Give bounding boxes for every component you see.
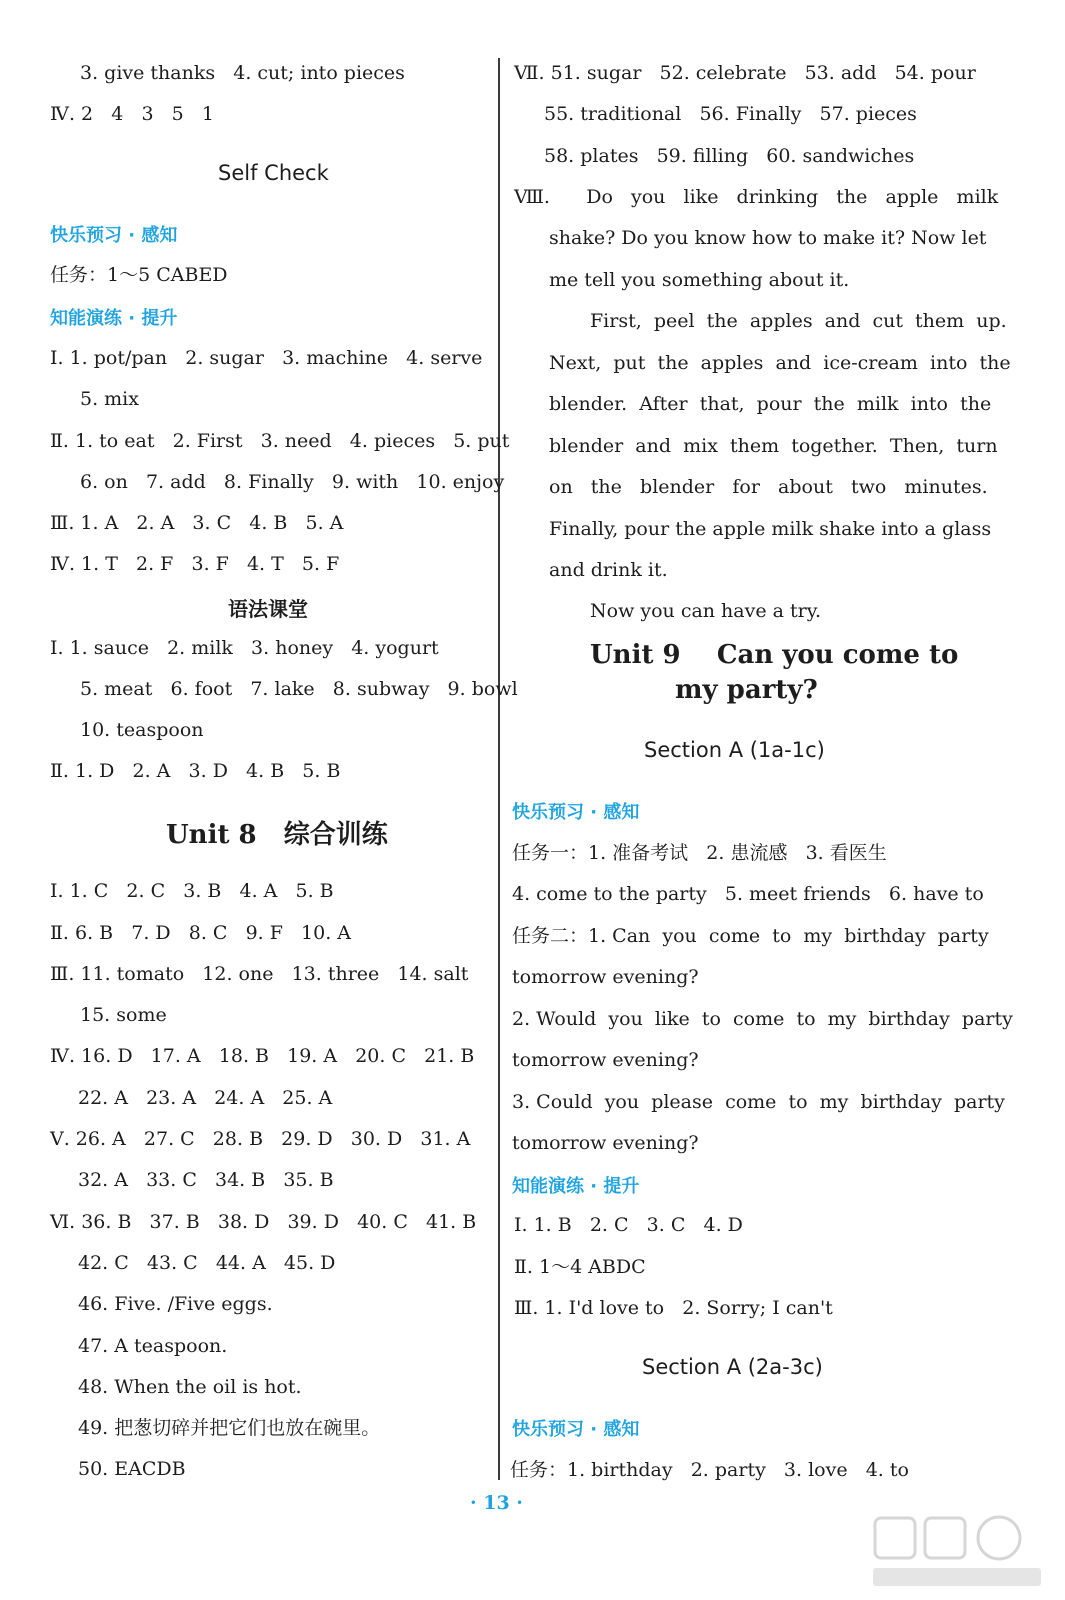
section-title: 语法课堂 xyxy=(228,597,308,621)
answer-line: Ⅱ. 6. B 7. D 8. C 9. F 10. A xyxy=(50,922,352,944)
answer-line: Ⅳ. 16. D 17. A 18. B 19. A 20. C 21. B xyxy=(50,1045,475,1067)
section-title: Section A (2a-3c) xyxy=(642,1355,823,1379)
unit-title: my party? xyxy=(675,675,818,705)
answer-line: Ⅳ. 1. T 2. F 3. F 4. T 5. F xyxy=(50,553,340,575)
answer-line: 46. Five. /Five eggs. xyxy=(78,1293,273,1315)
passage-line: blender and mix them together. Then, turn xyxy=(549,435,998,457)
answer-line: Ⅶ. 51. sugar 52. celebrate 53. add 54. pour xyxy=(514,62,976,84)
passage-line: Next, put the apples and ice-cream into the xyxy=(549,352,1011,374)
answer-line: 50. EACDB xyxy=(78,1458,186,1480)
answer-line: 10. teaspoon xyxy=(80,719,204,741)
answer-line: 任务：1. birthday 2. party 3. love 4. to xyxy=(510,1459,909,1481)
answer-line: 5. mix xyxy=(80,388,139,410)
answer-line: Ⅲ. 1. I'd love to 2. Sorry; I can't xyxy=(514,1297,833,1319)
passage-line: and drink it. xyxy=(549,559,668,581)
page-number: · 13 · xyxy=(470,1492,523,1514)
answer-line: tomorrow evening? xyxy=(512,1132,699,1154)
answer-line: Ⅲ. 1. A 2. A 3. C 4. B 5. A xyxy=(50,512,344,534)
answer-line: 32. A 33. C 34. B 35. B xyxy=(78,1169,334,1191)
answer-line: 任务：1～5 CABED xyxy=(50,264,228,286)
preview-heading: 快乐预习 · 感知 xyxy=(512,802,640,823)
answer-line: 47. A teaspoon. xyxy=(78,1335,228,1357)
passage-line: Ⅷ. Do you like drinking the apple milk xyxy=(514,186,999,208)
answer-line: Ⅰ. 1. B 2. C 3. C 4. D xyxy=(514,1214,743,1236)
section-title: Section A (1a-1c) xyxy=(644,738,825,762)
practice-heading: 知能演练 · 提升 xyxy=(50,308,178,329)
answer-line: tomorrow evening? xyxy=(512,1049,699,1071)
passage-line: First, peel the apples and cut them up. xyxy=(590,310,1007,332)
answer-line: tomorrow evening? xyxy=(512,966,699,988)
answer-line: 6. on 7. add 8. Finally 9. with 10. enjoy xyxy=(80,471,505,493)
passage-line: Now you can have a try. xyxy=(590,600,821,622)
answer-line: 22. A 23. A 24. A 25. A xyxy=(78,1087,333,1109)
answer-line: Ⅴ. 26. A 27. C 28. B 29. D 30. D 31. A xyxy=(50,1128,471,1150)
answer-line: 3. Could you please come to my birthday party xyxy=(512,1091,1005,1113)
answer-line: 任务二：1. Can you come to my birthday party xyxy=(512,925,989,947)
passage-line: shake? Do you know how to make it? Now let xyxy=(549,227,987,249)
watermark-logo xyxy=(867,1512,1047,1592)
answer-line: 42. C 43. C 44. A 45. D xyxy=(78,1252,336,1274)
answer-line: Ⅵ. 36. B 37. B 38. D 39. D 40. C 41. B xyxy=(50,1211,477,1233)
answer-line: Ⅱ. 1. to eat 2. First 3. need 4. pieces 5. put xyxy=(50,430,510,452)
answer-line: Ⅰ. 1. C 2. C 3. B 4. A 5. B xyxy=(50,880,334,902)
answer-line: 55. traditional 56. Finally 57. pieces xyxy=(544,103,917,125)
answer-line: Ⅰ. 1. sauce 2. milk 3. honey 4. yogurt xyxy=(50,637,439,659)
answer-line: Ⅰ. 1. pot/pan 2. sugar 3. machine 4. serve xyxy=(50,347,483,369)
answer-line: 48. When the oil is hot. xyxy=(78,1376,302,1398)
answer-line: Ⅳ. 2 4 3 5 1 xyxy=(50,103,214,125)
answer-line: 任务一：1. 准备考试 2. 患流感 3. 看医生 xyxy=(512,842,887,864)
answer-line: 2. Would you like to come to my birthday party xyxy=(512,1008,1013,1030)
answer-line: 49. 把葱切碎并把它们也放在碗里。 xyxy=(78,1417,381,1439)
passage-line: Finally, pour the apple milk shake into a glass xyxy=(549,518,992,540)
passage-line: blender. After that, pour the milk into the xyxy=(549,393,992,415)
preview-heading: 快乐预习 · 感知 xyxy=(512,1419,640,1440)
answer-line: 15. some xyxy=(80,1004,167,1026)
practice-heading: 知能演练 · 提升 xyxy=(512,1176,640,1197)
answer-line: Ⅱ. 1～4 ABDC xyxy=(514,1256,646,1278)
answer-line: Ⅱ. 1. D 2. A 3. D 4. B 5. B xyxy=(50,760,341,782)
section-title: Self Check xyxy=(218,161,329,185)
passage-line: on the blender for about two minutes. xyxy=(549,476,988,498)
answer-line: Ⅲ. 11. tomato 12. one 13. three 14. salt xyxy=(50,963,469,985)
preview-heading: 快乐预习 · 感知 xyxy=(50,225,178,246)
answer-line: 58. plates 59. filling 60. sandwiches xyxy=(544,145,915,167)
unit-title: Unit 9 Can you come to xyxy=(590,640,959,670)
answer-line: 3. give thanks 4. cut; into pieces xyxy=(80,62,405,84)
passage-line: me tell you something about it. xyxy=(549,269,850,291)
column-divider xyxy=(498,58,500,1480)
answer-line: 4. come to the party 5. meet friends 6. have to xyxy=(512,883,984,905)
answer-line: 5. meat 6. foot 7. lake 8. subway 9. bowl xyxy=(80,678,518,700)
unit-title: Unit 8 综合训练 xyxy=(166,820,388,850)
